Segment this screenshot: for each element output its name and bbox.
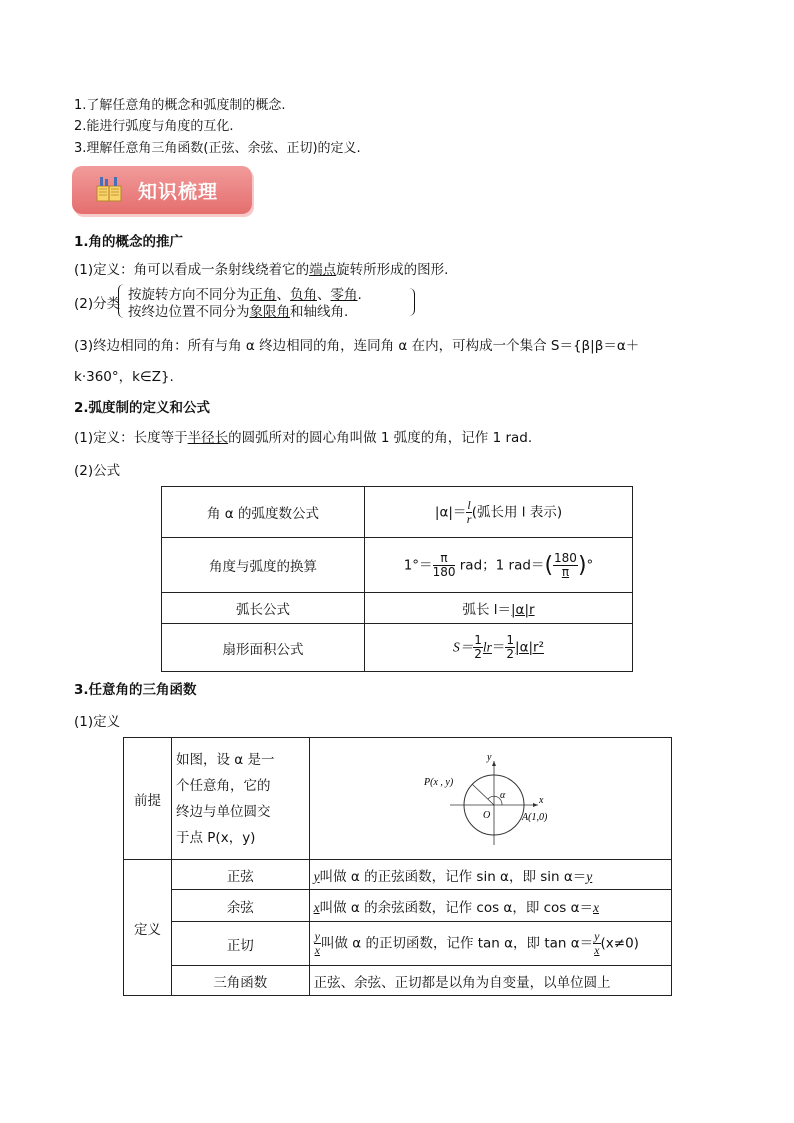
function-def: 正弦、余弦、正切都是以角为自变量，以单位圆上: [309, 966, 671, 996]
s1-terminal-line1: (3)终边相同的角：所有与角 α 终边相同的角，连同角 α 在内，可构成一个集合 S＝{β|β＝α＋: [74, 338, 640, 354]
function-name: 余弦: [172, 890, 310, 922]
table-row: [124, 738, 672, 860]
section-banner: [72, 166, 252, 214]
book-icon: [94, 174, 124, 204]
objective-1: 1.了解任意角的概念和弧度制的概念.: [74, 98, 286, 113]
function-name: 正弦: [172, 860, 310, 890]
function-def: $\frac{y}{x}$ 叫做 α 的正切函数，记作 tan α，即 tan α＝ $\frac{y}{x}$ (x≠0): [309, 922, 671, 966]
radian-formula-table: [161, 486, 633, 672]
objective-2: 2.能进行弧度与角度的互化.: [74, 119, 234, 134]
left-brace: [118, 284, 127, 318]
origin-label: O: [483, 809, 491, 821]
s2-definition: (1)定义：长度等于半径长的圆弧所对的圆心角叫做 1 弧度的角，记作 1 rad.: [74, 430, 533, 446]
point-p-label: P(x , y): [424, 776, 454, 788]
formula-name: 角度与弧度的换算: [162, 538, 365, 593]
s2-heading: 2.弧度制的定义和公式: [74, 400, 211, 416]
x-axis-label: x: [539, 794, 544, 806]
table-row: [124, 922, 672, 966]
banner-title: 知识梳理: [138, 181, 219, 203]
table-row: [162, 624, 633, 672]
s1-definition: (1)定义：角可以看成一条射线绕着它的端点旋转所形成的图形.: [74, 262, 449, 278]
s1-terminal-line2: k·360°，k∈Z}.: [74, 369, 174, 385]
unit-circle-diagram: [410, 747, 570, 847]
point-a-label: A(1,0): [522, 811, 548, 823]
s1-class-line2: 按终边位置不同分为象限角和轴线角.: [128, 304, 349, 320]
premise-label: 前提: [124, 738, 172, 860]
formula-name: 角 α 的弧度数公式: [162, 487, 365, 538]
formula-value: |α|＝ $\frac{l}{r}$ (弧长用 l 表示): [365, 487, 633, 538]
definition-label: 定义: [124, 860, 172, 996]
y-axis-label: y: [487, 751, 492, 763]
s1-heading: 1.角的概念的推广: [74, 234, 184, 250]
s3-def-label: (1)定义: [74, 714, 121, 730]
table-row: [162, 538, 633, 593]
function-name: 三角函数: [172, 966, 310, 996]
s1-class-label: (2)分类: [74, 296, 121, 312]
function-name: 正切: [172, 922, 310, 966]
table-row: [124, 860, 672, 890]
formula-value: S＝ $\frac{1}{2}$ lr＝ $\frac{1}{2}$ |α|r²: [365, 624, 633, 672]
table-row: [162, 487, 633, 538]
formula-name: 弧长公式: [162, 593, 365, 624]
function-def: x叫做 α 的余弦函数，记作 cos α，即 cos α＝x: [309, 890, 671, 922]
table-row: [162, 593, 633, 624]
formula-name: 扇形面积公式: [162, 624, 365, 672]
function-def: y叫做 α 的正弦函数，记作 sin α，即 sin α＝y: [309, 860, 671, 890]
formula-value: 弧长 l＝|α|r: [365, 593, 633, 624]
right-brace: [406, 288, 415, 316]
unit-circle-cell: [309, 738, 671, 860]
table-row: [124, 890, 672, 922]
formula-value: 1°＝ $\frac{\pi}{180}$ rad；1 rad＝( $\frac{180}{\pi}$ )°: [365, 538, 633, 593]
s2-formula-label: (2)公式: [74, 463, 121, 479]
premise-text: 如图，设 α 是一 个任意角，它的 终边与单位圆交 于点 P(x，y): [172, 738, 310, 860]
table-row: [124, 966, 672, 996]
objective-3: 3.理解任意角三角函数(正弦、余弦、正切)的定义.: [74, 141, 361, 156]
s1-class-line1: 按旋转方向不同分为正角、负角、零角.: [128, 287, 362, 303]
trig-definition-table: [123, 737, 672, 996]
alpha-label: α: [500, 789, 506, 801]
s3-heading: 3.任意角的三角函数: [74, 682, 197, 698]
